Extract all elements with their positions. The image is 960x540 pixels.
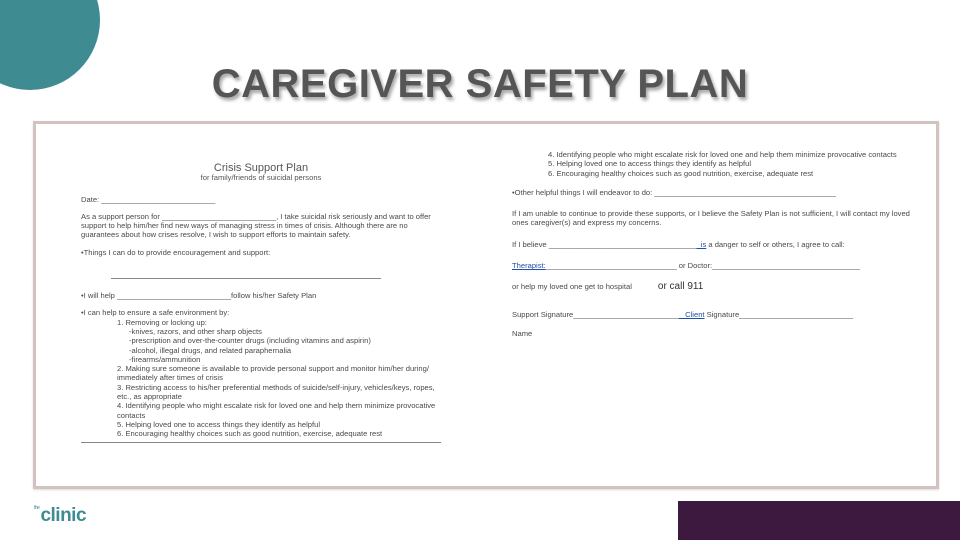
list-item: -knives, razors, and other sharp objects <box>129 326 262 336</box>
client-signature: Signature___________________________ <box>704 309 854 319</box>
name-line: Name <box>512 328 533 338</box>
hospital-line <box>512 282 912 291</box>
list-item: -alcohol, illegal drugs, and related paraphernalia <box>129 345 292 355</box>
therapist-line <box>512 261 912 270</box>
environment-intro: •I can help to ensure a safe environment by: <box>81 308 230 318</box>
call-911-text: or call 911 <box>657 281 704 293</box>
list-item: -firearms/ammunition <box>129 354 201 364</box>
other-help-line: •Other helpful things I will endeavor to do: ___________________________________________ <box>512 187 836 197</box>
encouragement-prompt: •Things I can do to provide encouragement and support: <box>81 247 271 257</box>
document-image-frame <box>33 121 939 489</box>
doctor-label: or Doctor:___________________________________ <box>676 261 860 271</box>
logo-main-text: clinic <box>40 505 87 526</box>
therapist-blank: _______________________________ <box>545 261 677 271</box>
believe-suffix: a danger to self or others, I agree to call: <box>706 239 845 249</box>
signature-line <box>512 310 912 319</box>
believe-line <box>512 240 912 249</box>
believe-prefix: If I believe ___________________________________ <box>512 239 697 249</box>
date-line: Date: ___________________________ <box>81 194 216 204</box>
document-left-column <box>81 164 441 443</box>
list-item: 5. Helping loved one to access things they identify as helpful <box>117 419 321 429</box>
document-heading: Crisis Support Plan <box>213 162 309 174</box>
document-right-column <box>512 150 912 346</box>
intro-paragraph: As a support person for ___________________________, I take suicidal risk seriously and want to offer support to help him/her find new ways of managing stress in times of crisis. Although there are no guarantees about how crises resolve, I wish to support efforts to maintain safety. <box>81 211 431 240</box>
list-item: -prescription and over-the-counter drugs (including vitamins and aspirin) <box>129 336 371 346</box>
document-subheading: for family/friends of suicidal persons <box>200 173 322 183</box>
list-item: 3. Restricting access to his/her preferential methods of suicide/self-injury, vehicles/keys, ropes, etc., as appropriate <box>117 382 435 402</box>
hospital-text: or help my loved one get to hospital <box>512 282 632 292</box>
slide-title: CAREGIVER SAFETY PLAN <box>211 62 749 106</box>
list-item: 5. Helping loved one to access things they identify as helpful <box>548 159 752 169</box>
unable-paragraph: If I am unable to continue to provide these supports, or I believe the Safety Plan is not sufficient, I will contact my loved ones caregiver(s) and express my concerns. <box>512 209 910 228</box>
support-signature: Support Signature_________________________ <box>512 309 679 319</box>
logo-small-text: the <box>34 505 40 511</box>
answer-line <box>111 277 381 279</box>
believe-is: _is <box>696 239 707 249</box>
clinic-logo <box>34 505 86 527</box>
will-help-line: •I will help ___________________________follow his/her Safety Plan <box>81 291 317 301</box>
list-item: 6. Encouraging healthy choices such as good nutrition, exercise, adequate rest <box>117 429 383 439</box>
list-item: 4. Identifying people who might escalate risk for loved one and help them minimize provocative contacts <box>117 401 436 420</box>
list-item: 4. Identifying people who might escalate risk for loved one and help them minimize provocative contacts <box>548 150 897 159</box>
client-label: _ Client <box>678 309 705 319</box>
page-bottom-line <box>81 441 441 443</box>
list-item: 1. Removing or locking up: <box>117 317 207 327</box>
list-item: 2. Making sure someone is available to provide personal support and monitor him/her during/ immediately after times of crisis <box>117 364 429 383</box>
list-item: 6. Encouraging healthy choices such as good nutrition, exercise, adequate rest <box>548 168 814 178</box>
therapist-label: Therapist: <box>512 261 546 271</box>
decorative-purple-bar <box>678 501 960 540</box>
